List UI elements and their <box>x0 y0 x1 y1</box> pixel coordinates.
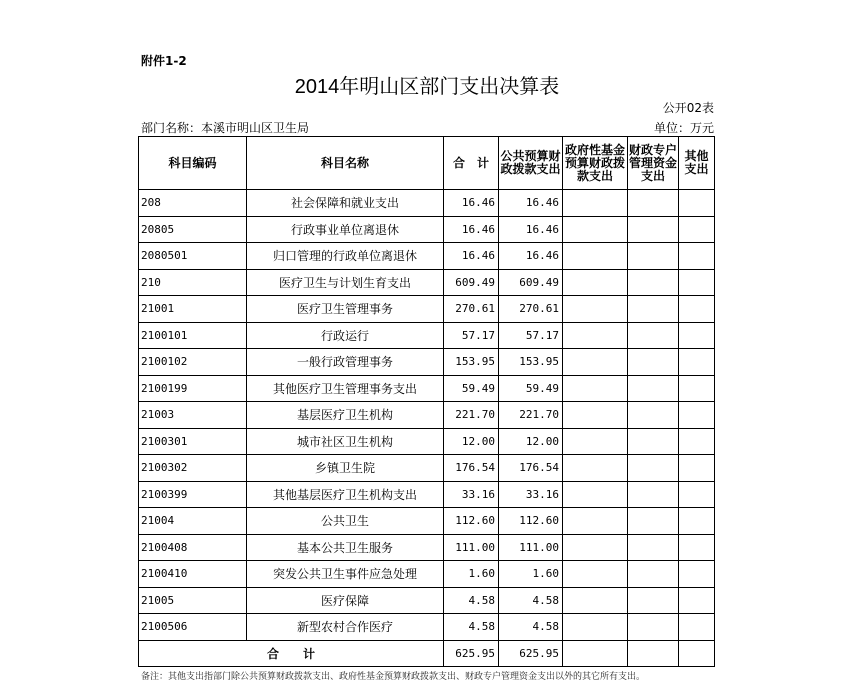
row-name: 医疗卫生与计划生育支出 <box>247 269 444 296</box>
page-title: 2014年明山区部门支出决算表 <box>294 76 560 98</box>
total-other <box>679 640 715 667</box>
row-gov-fund <box>563 614 628 641</box>
annex-label: 附件1-2 <box>141 54 187 68</box>
row-public: 16.46 <box>499 216 563 243</box>
row-name: 行政运行 <box>247 322 444 349</box>
total-row <box>139 640 715 667</box>
row-other <box>679 587 715 614</box>
row-gov-fund <box>563 190 628 217</box>
row-special-account <box>628 534 679 561</box>
row-total: 57.17 <box>444 322 499 349</box>
header-code: 科目编码 <box>139 137 247 190</box>
row-total: 12.00 <box>444 428 499 455</box>
total-label: 合 计 <box>139 640 444 667</box>
row-total: 270.61 <box>444 296 499 323</box>
row-gov-fund <box>563 216 628 243</box>
row-total: 4.58 <box>444 587 499 614</box>
row-total: 16.46 <box>444 216 499 243</box>
row-public: 16.46 <box>499 243 563 270</box>
row-code: 2080501 <box>139 243 247 270</box>
table-row <box>139 190 715 217</box>
row-code: 21001 <box>139 296 247 323</box>
row-code: 2100102 <box>139 349 247 376</box>
row-total: 153.95 <box>444 349 499 376</box>
row-other <box>679 322 715 349</box>
row-name: 突发公共卫生事件应急处理 <box>247 561 444 588</box>
expenditure-table <box>138 136 715 667</box>
row-gov-fund <box>563 375 628 402</box>
row-total: 221.70 <box>444 402 499 429</box>
row-public: 4.58 <box>499 587 563 614</box>
row-other <box>679 455 715 482</box>
row-code: 2100302 <box>139 455 247 482</box>
row-special-account <box>628 349 679 376</box>
row-total: 16.46 <box>444 243 499 270</box>
total-gov-fund <box>563 640 628 667</box>
row-public: 1.60 <box>499 561 563 588</box>
row-name: 城市社区卫生机构 <box>247 428 444 455</box>
row-name: 医疗保障 <box>247 587 444 614</box>
row-other <box>679 614 715 641</box>
total-special-account <box>628 640 679 667</box>
table-row <box>139 243 715 270</box>
table-row <box>139 375 715 402</box>
table-row <box>139 216 715 243</box>
row-gov-fund <box>563 322 628 349</box>
row-code: 2100410 <box>139 561 247 588</box>
row-public: 59.49 <box>499 375 563 402</box>
row-other <box>679 534 715 561</box>
row-code: 2100199 <box>139 375 247 402</box>
row-name: 归口管理的行政单位离退休 <box>247 243 444 270</box>
row-name: 公共卫生 <box>247 508 444 535</box>
row-name: 行政事业单位离退休 <box>247 216 444 243</box>
row-gov-fund <box>563 349 628 376</box>
row-special-account <box>628 243 679 270</box>
row-code: 210 <box>139 269 247 296</box>
table-row <box>139 296 715 323</box>
table-row <box>139 269 715 296</box>
row-public: 112.60 <box>499 508 563 535</box>
row-gov-fund <box>563 296 628 323</box>
row-code: 2100101 <box>139 322 247 349</box>
row-code: 2100408 <box>139 534 247 561</box>
row-public: 270.61 <box>499 296 563 323</box>
row-special-account <box>628 296 679 323</box>
row-code: 2100301 <box>139 428 247 455</box>
row-other <box>679 375 715 402</box>
row-name: 乡镇卫生院 <box>247 455 444 482</box>
row-code: 20805 <box>139 216 247 243</box>
table-row <box>139 322 715 349</box>
row-gov-fund <box>563 508 628 535</box>
row-other <box>679 243 715 270</box>
row-other <box>679 216 715 243</box>
row-special-account <box>628 322 679 349</box>
row-special-account <box>628 561 679 588</box>
row-code: 208 <box>139 190 247 217</box>
header-special-account: 财政专户管理资金支出 <box>628 137 679 190</box>
row-special-account <box>628 190 679 217</box>
row-special-account <box>628 428 679 455</box>
row-name: 社会保障和就业支出 <box>247 190 444 217</box>
row-other <box>679 269 715 296</box>
row-total: 16.46 <box>444 190 499 217</box>
row-public: 57.17 <box>499 322 563 349</box>
form-code: 公开02表 <box>662 101 714 115</box>
unit-label: 单位：万元 <box>653 121 714 135</box>
row-other <box>679 190 715 217</box>
header-public-budget: 公共预算财政拨款支出 <box>499 137 563 190</box>
row-special-account <box>628 402 679 429</box>
header-name: 科目名称 <box>247 137 444 190</box>
row-special-account <box>628 508 679 535</box>
table-header-row <box>139 137 715 190</box>
row-special-account <box>628 216 679 243</box>
row-special-account <box>628 587 679 614</box>
row-special-account <box>628 269 679 296</box>
row-total: 111.00 <box>444 534 499 561</box>
row-total: 112.60 <box>444 508 499 535</box>
row-other <box>679 349 715 376</box>
row-public: 4.58 <box>499 614 563 641</box>
total-sum: 625.95 <box>444 640 499 667</box>
header-total: 合 计 <box>444 137 499 190</box>
row-total: 609.49 <box>444 269 499 296</box>
row-name: 医疗卫生管理事务 <box>247 296 444 323</box>
row-name: 基层医疗卫生机构 <box>247 402 444 429</box>
row-special-account <box>628 614 679 641</box>
department-name: 部门名称：本溪市明山区卫生局 <box>141 121 310 135</box>
row-name: 新型农村合作医疗 <box>247 614 444 641</box>
row-total: 33.16 <box>444 481 499 508</box>
row-total: 1.60 <box>444 561 499 588</box>
row-gov-fund <box>563 269 628 296</box>
table-row <box>139 481 715 508</box>
row-special-account <box>628 481 679 508</box>
row-public: 16.46 <box>499 190 563 217</box>
table-row <box>139 561 715 588</box>
row-code: 2100506 <box>139 614 247 641</box>
row-other <box>679 481 715 508</box>
row-code: 21004 <box>139 508 247 535</box>
table-row <box>139 428 715 455</box>
row-code: 21005 <box>139 587 247 614</box>
table-row <box>139 534 715 561</box>
row-gov-fund <box>563 428 628 455</box>
row-special-account <box>628 375 679 402</box>
row-gov-fund <box>563 402 628 429</box>
row-total: 176.54 <box>444 455 499 482</box>
row-gov-fund <box>563 455 628 482</box>
table-row <box>139 349 715 376</box>
row-name: 其他医疗卫生管理事务支出 <box>247 375 444 402</box>
row-gov-fund <box>563 243 628 270</box>
table-row <box>139 508 715 535</box>
footnote: 备注：其他支出指部门除公共预算财政拨款支出、政府性基金预算财政拨款支出、财政专户管理资金支出以外的其它所有支出。 <box>141 672 646 682</box>
table-row <box>139 587 715 614</box>
row-total: 59.49 <box>444 375 499 402</box>
row-gov-fund <box>563 534 628 561</box>
row-gov-fund <box>563 561 628 588</box>
row-special-account <box>628 455 679 482</box>
header-gov-fund: 政府性基金预算财政拨款支出 <box>563 137 628 190</box>
row-code: 21003 <box>139 402 247 429</box>
row-other <box>679 508 715 535</box>
row-other <box>679 561 715 588</box>
row-name: 基本公共卫生服务 <box>247 534 444 561</box>
row-public: 176.54 <box>499 455 563 482</box>
total-public: 625.95 <box>499 640 563 667</box>
row-gov-fund <box>563 587 628 614</box>
row-code: 2100399 <box>139 481 247 508</box>
row-gov-fund <box>563 481 628 508</box>
row-name: 一般行政管理事务 <box>247 349 444 376</box>
table-row <box>139 614 715 641</box>
table-row <box>139 455 715 482</box>
row-public: 153.95 <box>499 349 563 376</box>
table-row <box>139 402 715 429</box>
row-total: 4.58 <box>444 614 499 641</box>
row-public: 221.70 <box>499 402 563 429</box>
row-other <box>679 402 715 429</box>
row-name: 其他基层医疗卫生机构支出 <box>247 481 444 508</box>
header-other: 其他支出 <box>679 137 715 190</box>
row-public: 111.00 <box>499 534 563 561</box>
row-public: 33.16 <box>499 481 563 508</box>
row-public: 12.00 <box>499 428 563 455</box>
row-other <box>679 428 715 455</box>
row-public: 609.49 <box>499 269 563 296</box>
row-other <box>679 296 715 323</box>
